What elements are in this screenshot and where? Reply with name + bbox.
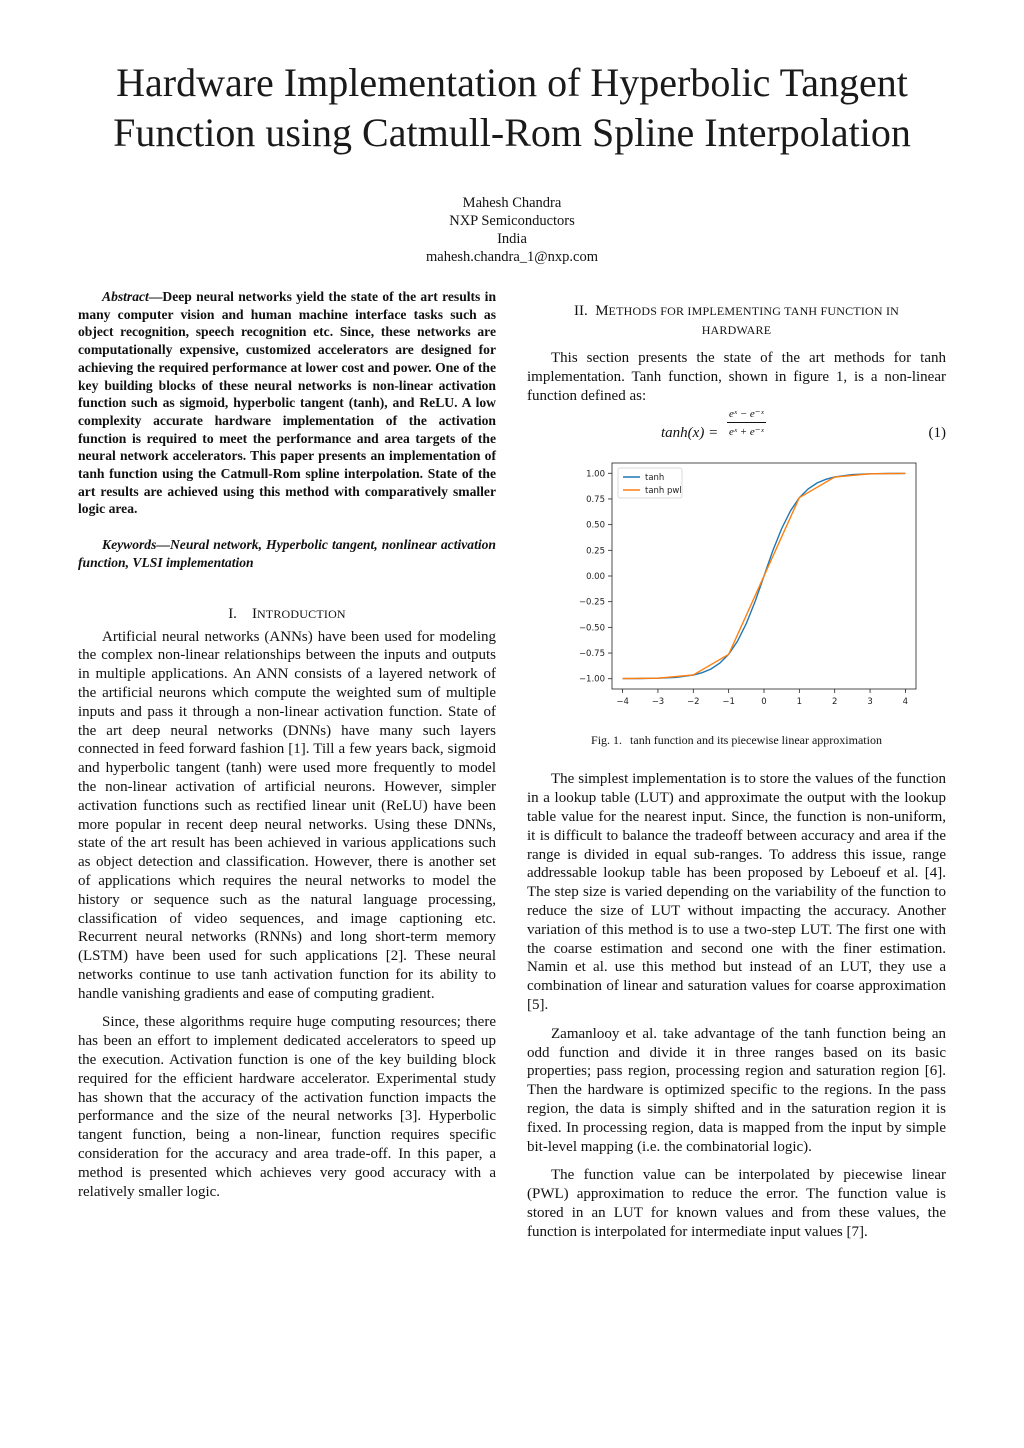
series-line-tanh-pwl [623,474,906,679]
abstract-text: —Deep neural networks yield the state of the art results in many computer vision and human machine interface tasks such as object recognition, speech recognition etc. Since, these networks are computationally expensive, customized accelerators are designed for achieving the required performance at lower cost and power. One of the key building blocks of these neural networks is non-linear activation function such as sigmoid, hyperbolic tangent (tanh), and ReLU. A low complexity accurate hardware implementation of the activation function is required to meet the performance and area targets of the neural network accelerators. This paper presents an implementation of tanh function using the Catmull-Rom spline interpolation. State of the art results are achieved using this method with comparatively smaller logic area. [78,289,496,517]
equation-denominator: eˣ + e⁻ˣ [729,426,764,439]
author-affiliation: NXP Semiconductors [449,213,575,229]
tanh-chart [527,457,946,719]
equation-lhs: tanh(x) = [661,425,719,442]
y-tick-label: −0.50 [578,623,605,634]
left-column [78,288,496,1201]
legend-label: tanh [645,473,665,484]
y-tick-label: −0.75 [578,649,605,660]
section-heading-methods [527,302,946,340]
equation-1 [527,407,946,455]
equation-fraction [727,407,766,438]
intro-paragraph-2: Since, these algorithms require huge computing resources; there has been an effort to implement dedicated accelerators to speed up the execution. Activation function is one of the key building block required for the efficient hardware accelerator. Experimental study has shown that the accuracy of the activation function impacts the performance and the size of the neural networks [3]. Hyperbolic tangent function, being a non-linear, function requires specific consideration for the accuracy and area trade-off. In this paper, a method is presented which achieves very good accuracy with a relatively smaller logic. [78,1014,496,1200]
author-name: Mahesh Chandra [462,195,562,211]
y-tick-label: 0.25 [586,546,605,557]
author-email: mahesh.chandra_1@nxp.com [426,249,598,265]
section-number: II. [573,303,588,319]
figure-caption [527,733,946,748]
section-first-letter: M [595,303,609,319]
section-title-rest: ETHODS FOR IMPLEMENTING TANH FUNCTION IN [608,304,900,318]
y-tick-label: 0.75 [586,495,605,506]
title-line-1: Hardware Implementation of Hyperbolic Tangent [116,60,908,105]
x-tick-label: −1 [722,697,735,708]
legend-label: tanh pwl [645,486,682,497]
methods-paragraph-3: The function value can be interpolated by piecewise linear (PWL) approximation to reduce the error. The function value is stored in an LUT for known values and from these values, the function is interpolated for intermediate input values [7]. [527,1167,946,1240]
x-tick-label: 1 [796,697,803,708]
abstract [78,288,496,518]
equation-number: (1) [928,425,946,442]
section-heading-introduction [78,605,496,624]
intro-paragraph-1: Artificial neural networks (ANNs) have been used for modeling the complex non-linear relationships between the inputs and outputs in multiple applications. An ANN consists of a layered network of the artificial neurons which compute the weighted sum of multiple inputs and pass it through a non-linear activation function. State of the art deep neural networks (DNNs) have many such layers connected in feed forward fashion [1]. Till a few years back, sigmoid and hyperbolic tangent (tanh) were used more frequently to model the non-linear activation of artificial neurons. However, simpler activation functions such as rectified linear unit (ReLU) have been more popular in recent deep neural networks. Using these DNNs, state of the art result has been achieved in various applications such as object detection and classification. However, there is another set of applications which requires the neural networks to model the history or sequence such as the natural language processing, classification of video sequences, and image captioning etc. Recurrent neural networks (RNNs) and long short-term memory (LSTM) have been used for such applications [2]. These neural networks continue to use tanh activation function for its ability to handle vanishing gradients and ease of computing gradient. [78,628,496,1002]
right-column [527,288,946,1242]
section-title-rest: NTRODUCTION [256,606,346,621]
figure-caption-text: tanh function and its piecewise linear approximation [630,733,882,748]
section-title-line-2: HARDWARE [701,323,772,337]
x-tick-label: 2 [831,697,838,708]
section-number: I. [228,605,237,622]
y-tick-label: 1.00 [586,469,605,480]
methods-intro: This section presents the state of the art methods for tanh implementation. Tanh function, shown in figure 1, is a non-linear function defined as: [527,350,946,404]
figure-1 [527,457,946,719]
y-tick-label: 0.00 [586,572,605,583]
x-tick-label: −4 [616,697,629,708]
y-tick-label: 0.50 [586,521,605,532]
x-tick-label: 0 [761,697,767,708]
methods-paragraph-2: Zamanlooy et al. take advantage of the tanh function being an odd function and divide it in three ranges based on its basic properties; pass region, processing region and saturation region [6]. Then the hardware is optimized specific to the regions. In the pass region, the data is simply shifted and in the saturation region it is fixed. In processing region, data is mapped from the input by simple bit-level mapping (i.e. the combinatorial logic). [527,1025,946,1155]
methods-paragraph-1: The simplest implementation is to store the values of the function in a lookup table (LUT) and approximate the output with the lookup table value for the nearest input. Since, the function is non-uniform, it is difficult to balance the tradeoff between accuracy and area if the range is divided in equal sub-ranges. To address this issue, range addressable lookup table has been proposed by Leboeuf et al. [4]. The step size is varied depending on the variability of the function to reduce the size of LUT without impacting the accuracy. Another variation of this method is to use a two-step LUT. The first one with the coarse estimation and second one with the finer estimation. Namin et al. use this method but instead of an LUT, they use a combination of linear and saturation values for coarse approximation [5]. [527,771,946,1013]
fraction-bar [727,422,766,423]
figure-caption-number: Fig. 1. [591,733,623,748]
x-tick-label: 4 [902,697,909,708]
title-line-2: Function using Catmull-Rom Spline Interpolation [113,110,911,155]
paper-title [40,58,984,158]
y-tick-label: −1.00 [578,675,605,686]
abstract-label: Abstract [102,289,149,304]
x-tick-label: −3 [651,697,665,708]
keywords: Keywords—Neural network, Hyperbolic tangent, nonlinear activation function, VLSI implementation [78,537,496,570]
x-tick-label: −2 [687,697,700,708]
x-tick-label: 3 [867,697,873,708]
section-first-letter: I [251,605,257,622]
author-block [312,194,712,266]
y-tick-label: −0.25 [578,598,605,609]
author-country: India [497,231,527,247]
equation-numerator: eˣ − e⁻ˣ [729,408,764,421]
